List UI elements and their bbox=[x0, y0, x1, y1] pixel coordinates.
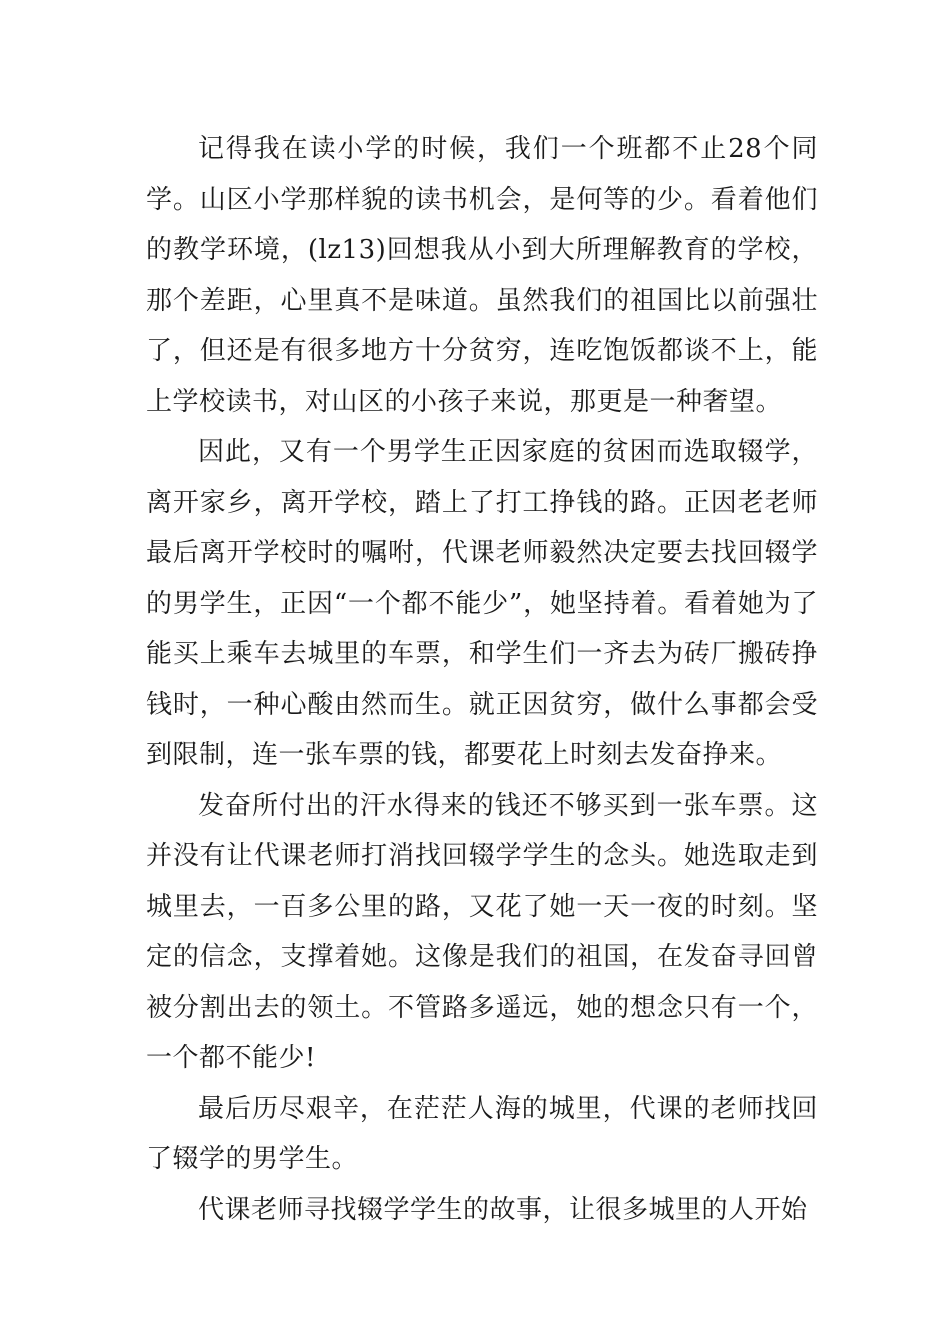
paragraph: 最后历尽艰辛，在茫茫人海的城里，代课的老师找回了辍学的男学生。 bbox=[146, 1093, 818, 1174]
paragraph: 因此，又有一个男学生正因家庭的贫困而选取辍学，离开家乡，离开学校，踏上了打工挣钱的路。正因老老师最后离开学校时的嘱咐，代课老师毅然决定要去找回辍学的男学生，正因“一个都不能少”，她坚持着。看着她为了能买上乘车去城里的车票，和学生们一齐去为砖厂搬砖挣钱时，一种心酸由然而生。就正因贫穷，做什么事都会受到限制，连一张车票的钱，都要花上时刻去发奋挣来。 bbox=[146, 437, 818, 770]
paragraph: 发奋所付出的汗水得来的钱还不够买到一张车票。这并没有让代课老师打消找回辍学学生的念头。她选取走到城里去，一百多公里的路，又花了她一天一夜的时刻。坚定的信念，支撑着她。这像是我们的祖国，在发奋寻回曾被分割出去的领土。不管路多遥远，她的想念只有一个，一个都不能少! bbox=[146, 790, 818, 1073]
paragraph: 代课老师寻找辍学学生的故事，让很多城里的人开始 bbox=[198, 1194, 808, 1225]
document-body bbox=[146, 124, 818, 1235]
paragraph: 记得我在读小学的时候，我们一个班都不止28个同学。山区小学那样貌的读书机会，是何等的少。看着他们的教学环境，(lz13)回想我从小到大所理解教育的学校，那个差距，心里真不是味道。虽然我们的祖国比以前强壮了，但还是有很多地方十分贫穷，连吃饱饭都谈不上，能上学校读书，对山区的小孩子来说，那更是一种奢望。 bbox=[146, 134, 818, 417]
